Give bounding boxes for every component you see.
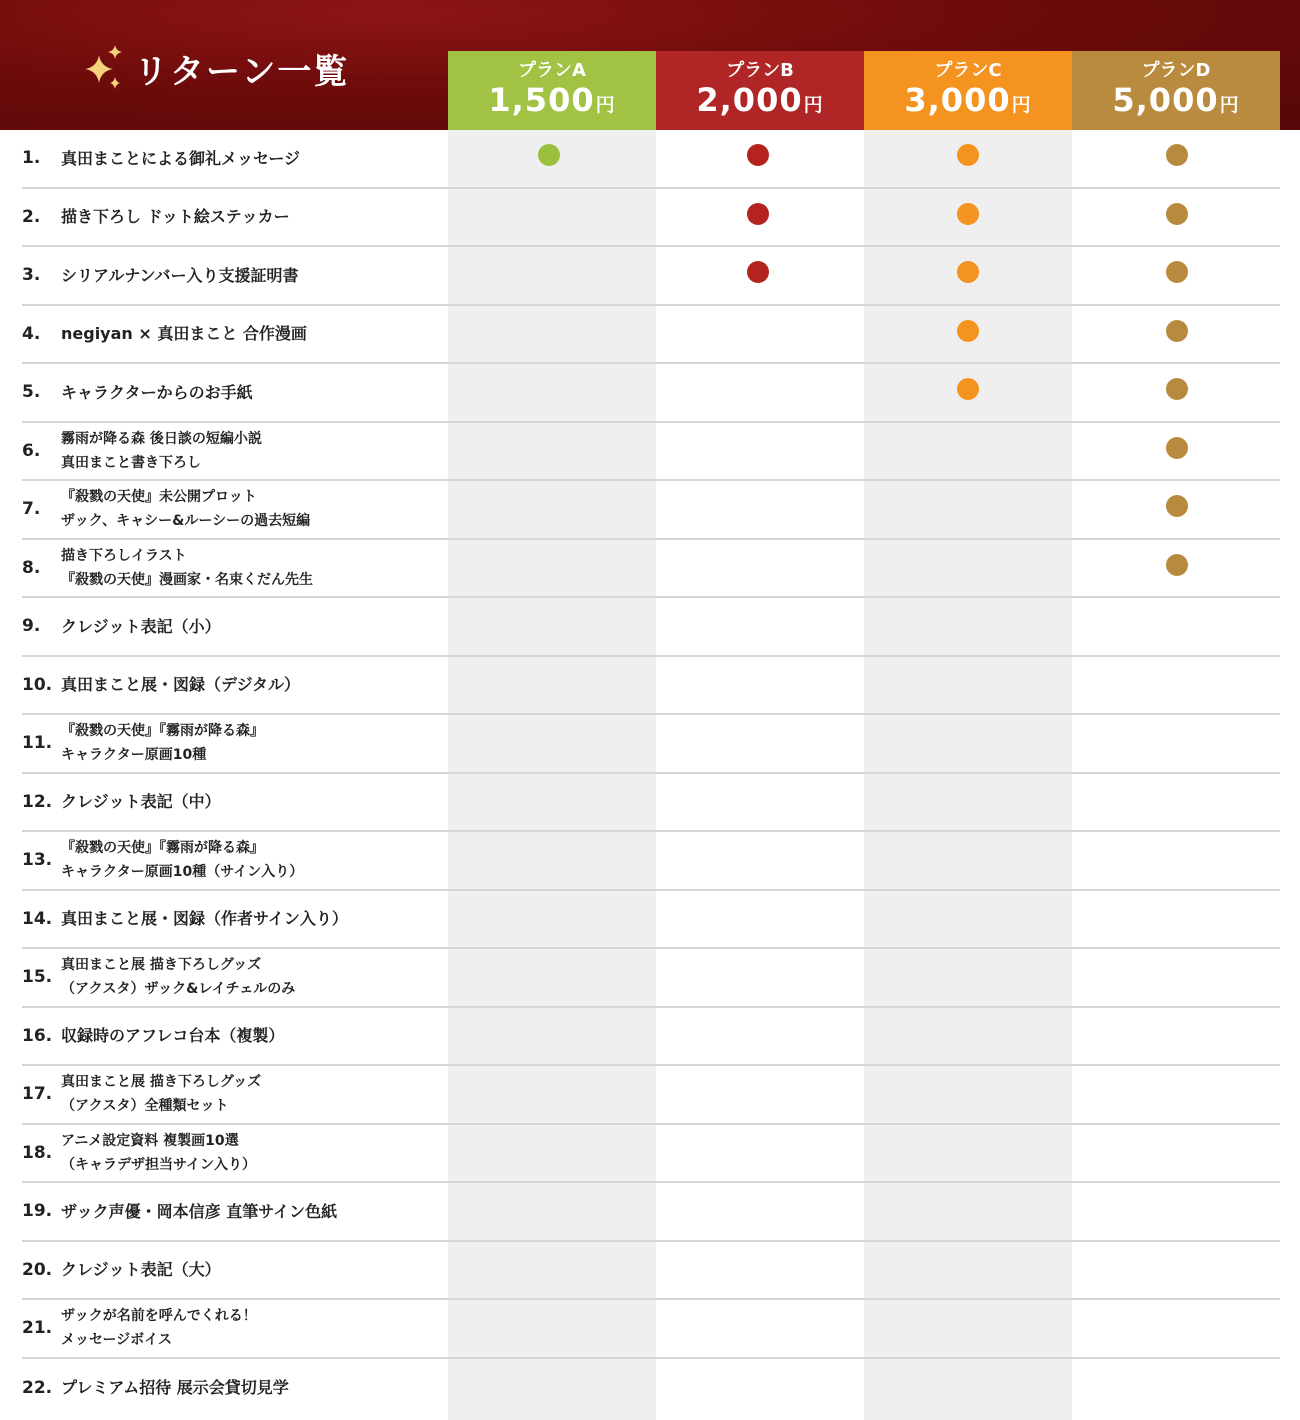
plan-name: プランC	[934, 60, 1002, 81]
plan-c-header	[864, 51, 1072, 130]
row-label: 真田まこと展 描き下ろしグッズ （アクスタ）ザック&レイチェルのみ	[61, 957, 296, 998]
row-label: クレジット表記（小）	[61, 616, 221, 636]
table-row	[22, 364, 1280, 423]
table-row	[22, 1066, 1280, 1125]
table-row	[22, 481, 1280, 540]
row-number: 15.	[22, 967, 53, 988]
table-row	[22, 657, 1280, 716]
table-row	[22, 130, 1280, 189]
row-number: 4.	[22, 323, 41, 344]
row-label: 霧雨が降る森 後日談の短編小説 真田まこと書き下ろし	[61, 430, 262, 471]
page-title	[84, 38, 349, 98]
plan-included-dot	[957, 320, 979, 342]
row-number: 17.	[22, 1084, 53, 1105]
row-number: 9.	[22, 616, 41, 637]
table-row	[22, 832, 1280, 891]
plan-price-unit: 円	[1011, 94, 1032, 116]
row-label: 真田まことによる御礼メッセージ	[61, 148, 301, 168]
table-row	[22, 247, 1280, 306]
plan-name: プランB	[726, 60, 794, 81]
plan-price-unit: 円	[803, 94, 824, 116]
row-number: 5.	[22, 382, 41, 403]
plan-included-dot	[1166, 495, 1188, 517]
table-row	[22, 189, 1280, 248]
row-label: 収録時のアフレコ台本（複製）	[61, 1026, 285, 1046]
row-label: 描き下ろし ドット絵ステッカー	[61, 207, 290, 227]
row-number: 13.	[22, 850, 53, 871]
table-row	[22, 1300, 1280, 1359]
table-row	[22, 423, 1280, 482]
plan-included-dot	[538, 144, 560, 166]
row-label: シリアルナンバー入り支援証明書	[61, 265, 299, 285]
row-label: クレジット表記（中）	[61, 792, 221, 812]
row-number: 20.	[22, 1259, 53, 1280]
row-label: ザックが名前を呼んでくれる！ メッセージボイス	[61, 1308, 257, 1349]
plan-included-dot	[1166, 144, 1188, 166]
sparkle-icon	[84, 43, 126, 93]
table-row	[22, 949, 1280, 1008]
plan-price	[1072, 81, 1280, 124]
plan-price	[656, 81, 864, 124]
row-number: 18.	[22, 1142, 53, 1163]
row-number: 21.	[22, 1318, 53, 1339]
row-label: 真田まこと展 描き下ろしグッズ （アクスタ）全種類セット	[61, 1074, 262, 1115]
row-number: 6.	[22, 440, 41, 461]
plan-included-dot	[957, 378, 979, 400]
plan-price-unit: 円	[1219, 94, 1240, 116]
row-number: 14.	[22, 908, 53, 929]
plan-included-dot	[747, 144, 769, 166]
row-number: 2.	[22, 206, 41, 227]
row-label: 『殺戮の天使』『霧雨が降る森』 キャラクター原画10種	[61, 723, 264, 764]
row-label: negiyan × 真田まこと 合作漫画	[61, 324, 307, 344]
plan-included-dot	[957, 261, 979, 283]
plan-a-header	[448, 51, 656, 130]
table-row	[22, 1183, 1280, 1242]
plan-included-dot	[747, 261, 769, 283]
row-label: キャラクターからのお手紙	[61, 382, 253, 402]
row-number: 1.	[22, 148, 41, 169]
plan-price-unit: 円	[595, 94, 616, 116]
plan-price-value: 3,000	[904, 81, 1011, 119]
table-row	[22, 1242, 1280, 1301]
row-label: プレミアム招待 展示会貸切見学	[61, 1378, 289, 1398]
title-text: リターン一覧	[134, 51, 350, 92]
plan-included-dot	[1166, 203, 1188, 225]
row-number: 8.	[22, 557, 41, 578]
row-label: アニメ設定資料 複製画10選 （キャラデザ担当サイン入り）	[61, 1132, 257, 1173]
row-label: 『殺戮の天使』未公開プロット ザック、キャシー&ルーシーの過去短編	[61, 489, 311, 530]
row-number: 3.	[22, 265, 41, 286]
row-label: 真田まこと展・図録（作者サイン入り）	[61, 909, 348, 929]
table-row	[22, 306, 1280, 365]
plan-b-header	[656, 51, 864, 130]
plan-price	[448, 81, 656, 124]
row-number: 19.	[22, 1201, 53, 1222]
plan-included-dot	[957, 203, 979, 225]
row-label: クレジット表記（大）	[61, 1260, 221, 1280]
plan-included-dot	[1166, 261, 1188, 283]
plan-price	[864, 81, 1072, 124]
row-label: 真田まこと展・図録（デジタル）	[61, 675, 301, 695]
plan-included-dot	[1166, 320, 1188, 342]
plan-included-dot	[1166, 554, 1188, 576]
plan-price-value: 1,500	[488, 81, 595, 119]
plan-name: プランD	[1141, 60, 1211, 81]
row-number: 11.	[22, 733, 53, 754]
row-label: 『殺戮の天使』『霧雨が降る森』 キャラクター原画10種（サイン入り）	[61, 840, 304, 881]
table-row	[22, 598, 1280, 657]
table-row	[22, 774, 1280, 833]
plan-price-value: 5,000	[1112, 81, 1219, 119]
row-number: 10.	[22, 674, 53, 695]
row-label: ザック声優・岡本信彦 直筆サイン色紙	[61, 1201, 338, 1221]
row-number: 22.	[22, 1377, 53, 1398]
row-number: 12.	[22, 791, 53, 812]
plan-d-header	[1072, 51, 1280, 130]
table-row	[22, 1008, 1280, 1067]
table-row	[22, 715, 1280, 774]
table-row	[22, 540, 1280, 599]
table-row	[22, 891, 1280, 950]
plan-included-dot	[1166, 437, 1188, 459]
row-number: 7.	[22, 499, 41, 520]
plan-price-value: 2,000	[696, 81, 803, 119]
returns-table	[0, 130, 1300, 1417]
row-label: 描き下ろしイラスト 『殺戮の天使』漫画家・名束くだん先生	[61, 547, 313, 588]
table-row	[22, 1125, 1280, 1184]
plan-included-dot	[957, 144, 979, 166]
plan-name: プランA	[518, 60, 586, 81]
plan-included-dot	[1166, 378, 1188, 400]
row-number: 16.	[22, 1025, 53, 1046]
table-row	[22, 1359, 1280, 1418]
plan-included-dot	[747, 203, 769, 225]
